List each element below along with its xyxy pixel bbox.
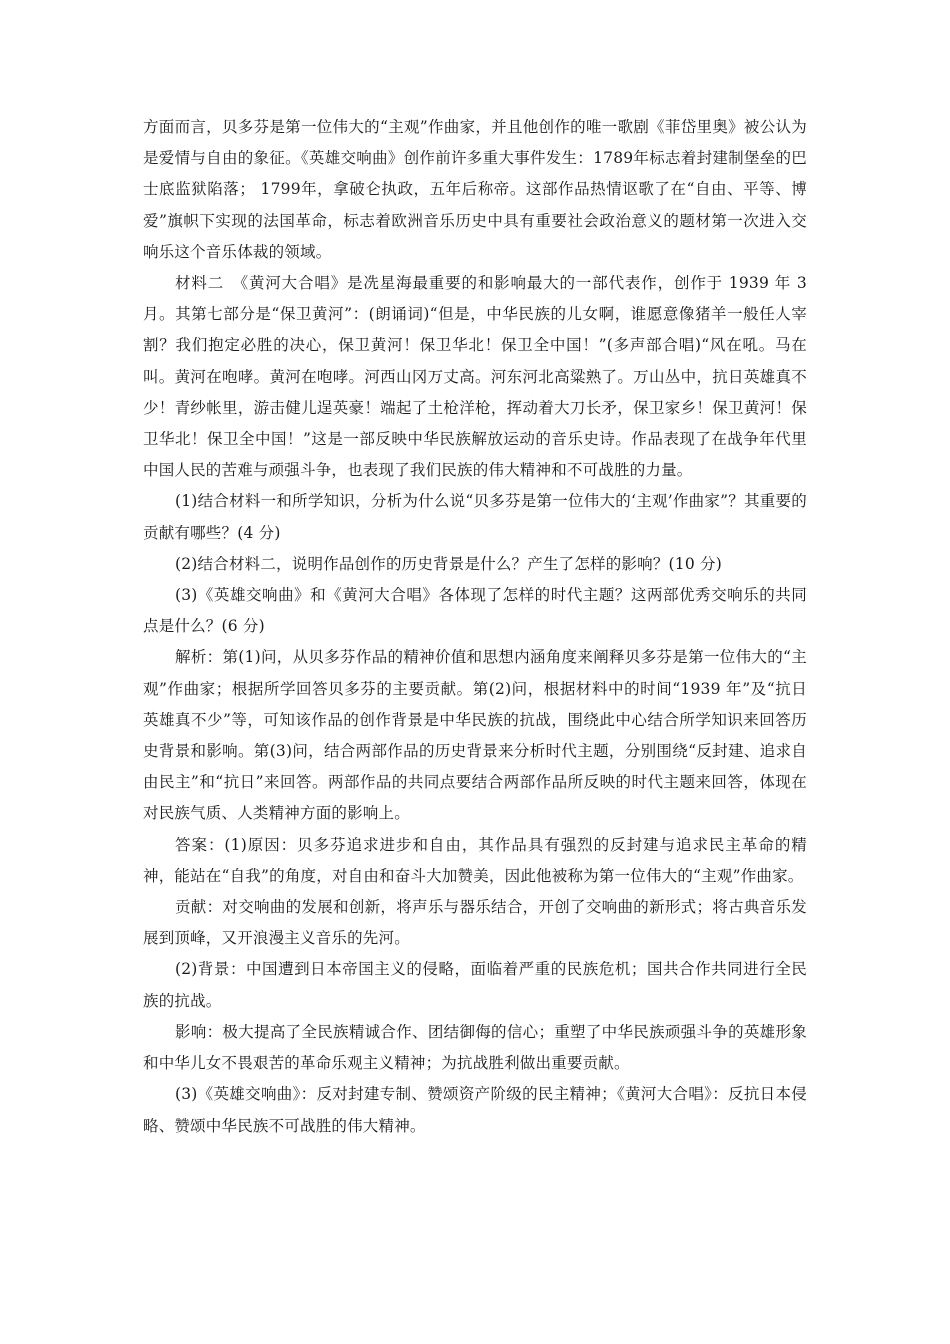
question-3: (3)《英雄交响曲》和《黄河大合唱》各体现了怎样的时代主题？这两部优秀交响乐的共同点是什么？(6 分) (143, 586, 807, 636)
answer-2-impact: 影响：极大提高了全民族精诚合作、团结御侮的信心；重塑了中华民族顽强斗争的英雄形象和中华儿女不畏艰苦的革命乐观主义精神；为抗战胜利做出重要贡献。 (143, 1022, 807, 1073)
answer-1-reason: 答案：(1)原因：贝多芬追求进步和自由，其作品具有强烈的反封建与追求民主革命的精神，能站在“自我”的角度，对自由和奋斗大加赞美，因此他被称为第一位伟大的“主观”作曲家。 (143, 835, 807, 885)
analysis: 解析：第(1)问，从贝多芬作品的精神价值和思想内涵角度来阐释贝多芬是第一位伟大的“主观”作曲家；根据所学回答贝多芬的主要贡献。第(2)问，根据材料中的时间“1939 年”及“抗日英雄真不少”等，可知该作品的创作背景是中华民族的抗战，围绕此中心结合所学知识来回答历史背景和影响。第(3)问，结合两部作品的历史背景来分析时代主题，分别围绕“反封建、追求自由民主”和“抗日”来回答。两部作品的共同点要结合两部作品所反映的时代主题来回答，体现在对民族气质、人类精神方面的影响上。 (143, 648, 807, 823)
material-two: 材料二 《黄河大合唱》是冼星海最重要的和影响最大的一部代表作，创作于 1939 年 3 月。其第七部分是“保卫黄河”：(朗诵词)“但是，中华民族的儿女啊，谁愿意像猪羊一般任人宰割？我们抱定必胜的决心，保卫黄河！保卫华北！保卫全中国！”(多声部合唱)“风在吼。马在叫。黄河在咆哮。黄河在咆哮。河西山冈万丈高。河东河北高粱熟了。万山丛中，抗日英雄真不少！青纱帐里，游击健儿逞英豪！端起了土枪洋枪，挥动着大刀长矛，保卫家乡！保卫黄河！保卫华北！保卫全中国！”这是一部反映中华民族解放运动的音乐史诗。作品表现了在战争年代里中国人民的苦难与顽强斗争，也表现了我们民族的伟大精神和不可战胜的力量。 (143, 274, 807, 480)
answer-2-background: (2)背景：中国遭到日本帝国主义的侵略，面临着严重的民族危机；国共合作共同进行全民族的抗战。 (143, 960, 807, 1010)
answer-3: (3)《英雄交响曲》：反对封建专制、赞颂资产阶级的民主精神；《黄河大合唱》：反抗日本侵略、赞颂中华民族不可战胜的伟大精神。 (143, 1085, 807, 1135)
question-2: (2)结合材料二，说明作品创作的历史背景是什么？产生了怎样的影响？(10 分) (175, 554, 723, 573)
document-page (143, 112, 807, 1142)
question-1: (1)结合材料一和所学知识，分析为什么说“贝多芬是第一位伟大的‘主观’作曲家”？其重要的贡献有哪些？(4 分) (143, 492, 807, 542)
material-one-continued: 方面而言，贝多芬是第一位伟大的“主观”作曲家，并且他创作的唯一歌剧《菲岱里奥》被公认为是爱情与自由的象征。《英雄交响曲》创作前许多重大事件发生：1789年标志着封建制堡垒的巴士底监狱陷落； 1799年，拿破仑执政，五年后称帝。这部作品热情讴歌了在“自由、平等、博爱”旗帜下实现的法国革命，标志着欧洲音乐历史中具有重要社会政治意义的题材第一次进入交响乐这个音乐体裁的领域。 (143, 118, 807, 261)
answer-1-contribution: 贡献：对交响曲的发展和创新，将声乐与器乐结合，开创了交响曲的新形式；将古典音乐发展到顶峰，又开浪漫主义音乐的先河。 (143, 898, 807, 948)
